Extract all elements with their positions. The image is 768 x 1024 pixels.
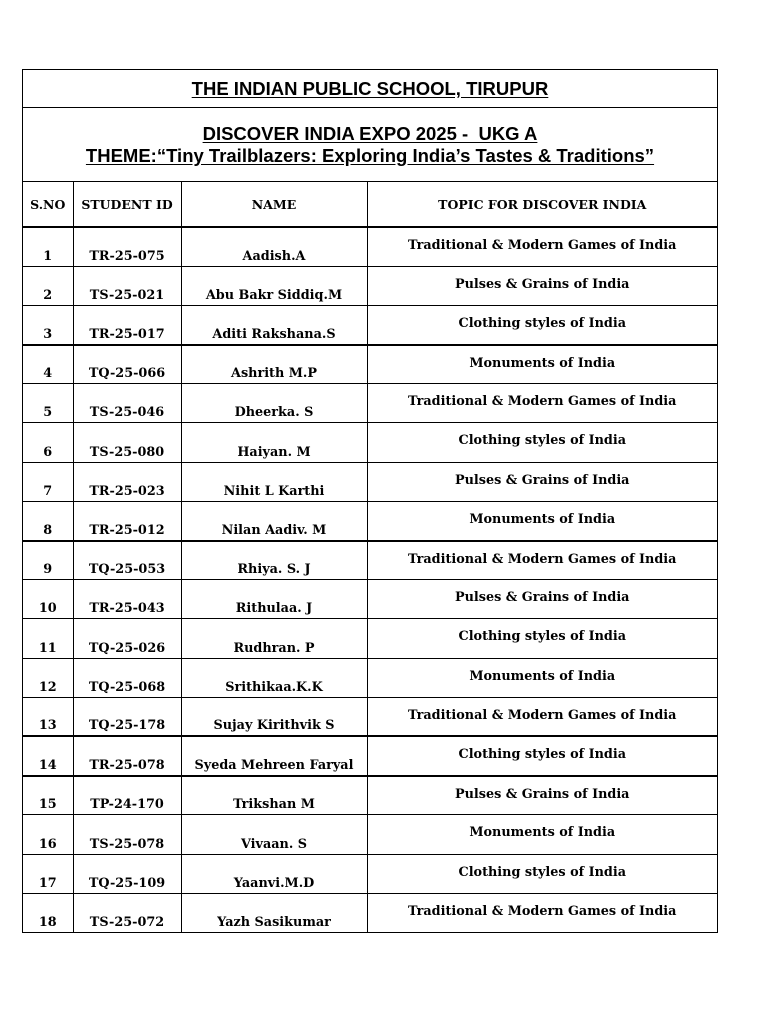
cell-topic: Traditional & Modern Games of India bbox=[408, 903, 677, 919]
cell-sno: 18 bbox=[23, 893, 73, 932]
table-row bbox=[23, 227, 717, 266]
cell-sno: 6 bbox=[23, 423, 73, 462]
cell-topic: Clothing styles of India bbox=[367, 619, 717, 658]
table-header-row bbox=[23, 182, 717, 227]
cell-sno: 15 bbox=[23, 776, 73, 815]
cell-sno: 9 bbox=[23, 541, 73, 580]
cell-student-id: TS-25-080 bbox=[73, 423, 181, 462]
table-row bbox=[23, 776, 717, 815]
cell-student-id: TS-25-072 bbox=[73, 893, 181, 932]
cell-sno: 2 bbox=[23, 266, 73, 305]
cell-sno: 3 bbox=[23, 305, 73, 344]
cell-student-id: TR-25-075 bbox=[73, 227, 181, 266]
cell-name: Dheerka. S bbox=[181, 384, 367, 423]
table-row bbox=[23, 580, 717, 619]
document-sheet bbox=[22, 69, 718, 933]
cell-topic: Traditional & Modern Games of India bbox=[367, 227, 717, 266]
cell-topic: Clothing styles of India bbox=[367, 854, 717, 893]
cell-name: Nihit L Karthi bbox=[181, 462, 367, 501]
cell-topic: Monuments of India bbox=[367, 501, 717, 540]
cell-topic: Monuments of India bbox=[367, 815, 717, 854]
cell-topic: Traditional & Modern Games of India bbox=[367, 697, 717, 736]
cell-sno: 12 bbox=[23, 658, 73, 697]
cell-topic: Pulses & Grains of India bbox=[367, 776, 717, 815]
table-row bbox=[23, 501, 717, 540]
table-row bbox=[23, 893, 717, 932]
cell-sno: 10 bbox=[23, 580, 73, 619]
table-row bbox=[23, 697, 717, 736]
cell-student-id: TQ-25-068 bbox=[73, 658, 181, 697]
table-row bbox=[23, 815, 717, 854]
cell-name: Rithulaa. J bbox=[181, 580, 367, 619]
cell-sno: 13 bbox=[23, 697, 73, 736]
cell-sno: 7 bbox=[23, 462, 73, 501]
cell-student-id: TR-25-012 bbox=[73, 501, 181, 540]
cell-topic: Clothing styles of India bbox=[367, 736, 717, 775]
cell-name: Syeda Mehreen Faryal bbox=[181, 736, 367, 775]
table-row bbox=[23, 619, 717, 658]
expo-theme: THEME:“Tiny Trailblazers: Exploring India’s Tastes & Traditions” bbox=[85, 144, 655, 166]
school-title: THE INDIAN PUBLIC SCHOOL, TIRUPUR bbox=[23, 70, 717, 108]
cell-student-id: TQ-25-109 bbox=[73, 854, 181, 893]
cell-name: Yaanvi.M.D bbox=[181, 854, 367, 893]
cell-student-id: TQ-25-178 bbox=[73, 697, 181, 736]
cell-student-id: TQ-25-026 bbox=[73, 619, 181, 658]
cell-student-id: TS-25-021 bbox=[73, 266, 181, 305]
cell-sno: 4 bbox=[23, 345, 73, 384]
cell-name: Srithikaa.K.K bbox=[181, 658, 367, 697]
cell-topic: Clothing styles of India bbox=[367, 423, 717, 462]
table-row bbox=[23, 736, 717, 775]
student-topic-table bbox=[23, 182, 717, 932]
table-row bbox=[23, 658, 717, 697]
cell-student-id: TR-25-078 bbox=[73, 736, 181, 775]
cell-topic: Clothing styles of India bbox=[367, 305, 717, 344]
cell-name: Ashrith M.P bbox=[181, 345, 367, 384]
cell-name: Abu Bakr Siddiq.M bbox=[181, 266, 367, 305]
cell-student-id: TR-25-023 bbox=[73, 462, 181, 501]
table-row bbox=[23, 854, 717, 893]
cell-sno: 5 bbox=[23, 384, 73, 423]
cell-name: Yazh Sasikumar bbox=[181, 893, 367, 932]
cell-topic: Pulses & Grains of India bbox=[367, 580, 717, 619]
cell-student-id: TR-25-017 bbox=[73, 305, 181, 344]
column-header-name: NAME bbox=[181, 182, 367, 227]
cell-name: Sujay Kirithvik S bbox=[181, 697, 367, 736]
cell-name: Rhiya. S. J bbox=[181, 541, 367, 580]
column-header-student-id: STUDENT ID bbox=[73, 182, 181, 227]
cell-name: Haiyan. M bbox=[181, 423, 367, 462]
cell-topic: Pulses & Grains of India bbox=[367, 462, 717, 501]
cell-sno: 17 bbox=[23, 854, 73, 893]
table-row bbox=[23, 266, 717, 305]
cell-topic: Traditional & Modern Games of India bbox=[367, 541, 717, 580]
cell-sno: 1 bbox=[23, 227, 73, 266]
cell-student-id: TQ-25-053 bbox=[73, 541, 181, 580]
cell-sno: 11 bbox=[23, 619, 73, 658]
table-row bbox=[23, 541, 717, 580]
cell-student-id: TQ-25-066 bbox=[73, 345, 181, 384]
expo-header bbox=[23, 108, 717, 182]
cell-name: Nilan Aadiv. M bbox=[181, 501, 367, 540]
cell-topic: Monuments of India bbox=[367, 658, 717, 697]
cell-sno: 16 bbox=[23, 815, 73, 854]
cell-name: Aadish.A bbox=[181, 227, 367, 266]
cell-name: Aditi Rakshana.S bbox=[181, 305, 367, 344]
cell-topic: Monuments of India bbox=[367, 345, 717, 384]
table-row bbox=[23, 384, 717, 423]
cell-student-id: TS-25-046 bbox=[73, 384, 181, 423]
cell-topic: Pulses & Grains of India bbox=[367, 266, 717, 305]
table-row bbox=[23, 345, 717, 384]
cell-name: Trikshan M bbox=[181, 776, 367, 815]
table-row bbox=[23, 305, 717, 344]
cell-student-id: TR-25-043 bbox=[73, 580, 181, 619]
column-header-topic: TOPIC FOR DISCOVER INDIA bbox=[367, 182, 717, 227]
table-row bbox=[23, 462, 717, 501]
cell-student-id: TP-24-170 bbox=[73, 776, 181, 815]
cell-sno: 8 bbox=[23, 501, 73, 540]
cell-student-id: TS-25-078 bbox=[73, 815, 181, 854]
table-row bbox=[23, 423, 717, 462]
cell-name: Rudhran. P bbox=[181, 619, 367, 658]
cell-sno: 14 bbox=[23, 736, 73, 775]
cell-name: Vivaan. S bbox=[181, 815, 367, 854]
column-header-sno: S.NO bbox=[23, 182, 73, 227]
expo-title: DISCOVER INDIA EXPO 2025 - UKG A bbox=[202, 122, 538, 144]
cell-topic: Traditional & Modern Games of India bbox=[367, 384, 717, 423]
